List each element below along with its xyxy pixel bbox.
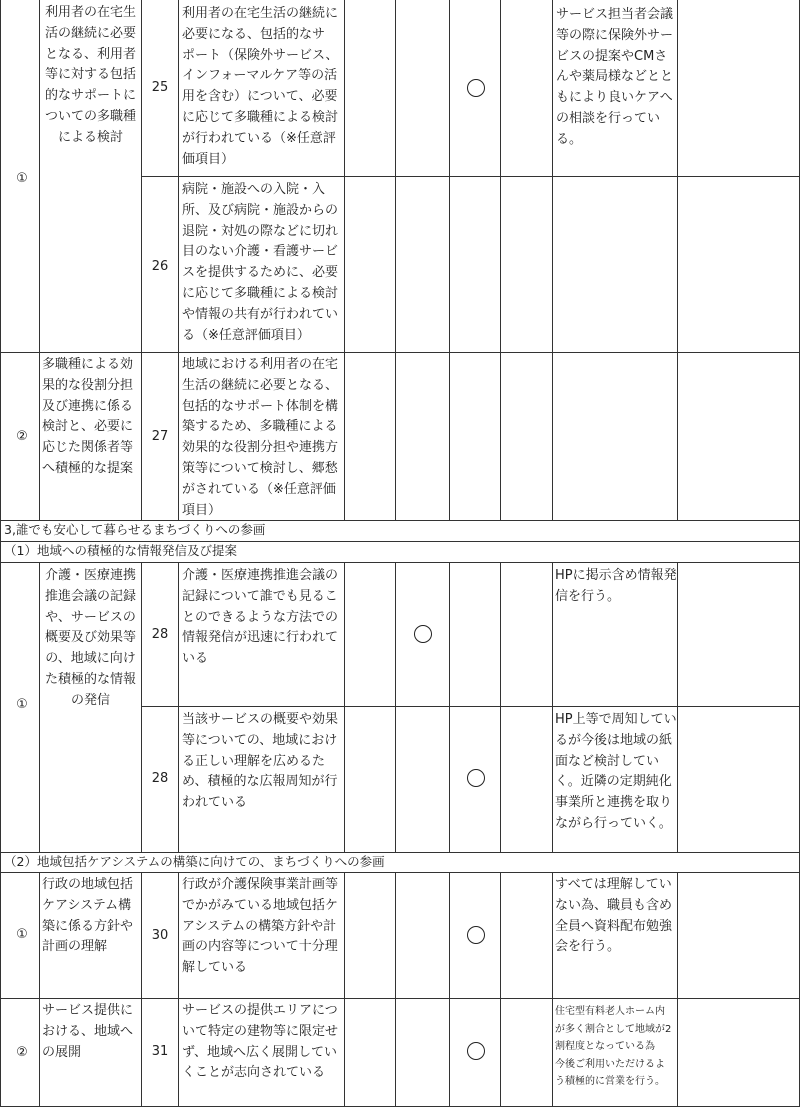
item-content: サービスの提供エリアにつ いて特定の建物等に限定せ ず、地域へ広く展開してい くことが志向されている (182, 1003, 339, 1081)
item-number: 31 (151, 1044, 169, 1059)
group-marker: ① (16, 697, 28, 712)
evaluation-mark-circle (414, 625, 432, 643)
subsection-title: （1）地域への積極的な情報発信及び提案 (4, 543, 237, 558)
item-content: 行政が介護保険事業計画等 でかがみている地域包括ケ アシステムの構築方針や計 画の内容等について十分理 解している (182, 877, 339, 976)
item-number: 28 (151, 771, 169, 786)
group-marker: ② (16, 1045, 28, 1060)
item-content: 病院・施設への入院・入 所、及び病院・施設からの 退院・対処の際などに切れ 目のない介護・看護サービ スを提供するために、必要 に応じて多職種による検討 や情報の共有が行われてい る（※任意評価項目） (182, 182, 339, 343)
item-label: 行政の地域包括 ケアシステム構 築に係る方針や 計画の理解 (42, 877, 134, 955)
comment: HPに掲示含め情報発 信を行う。 (555, 568, 677, 604)
item-label: 介護・医療連携 推進会議の記録 や、サービスの 概要及び効果等 の、地域に向け た積極的な情報 の発信 (44, 568, 136, 708)
evaluation-mark-circle (467, 1042, 485, 1060)
evaluation-mark-circle (467, 769, 485, 787)
item-label: 利用者の在宅生 活の継続に必要 となる、利用者 等に対する包括 的なサポートに ついての多職種 による検討 (44, 5, 136, 145)
group-marker: ① (16, 171, 28, 186)
item-number: 28 (151, 627, 169, 642)
group-marker: ② (16, 429, 28, 444)
item-number: 25 (151, 80, 169, 95)
section-title: 3,誰でも安心して暮らせるまちづくりへの参画 (4, 522, 266, 537)
item-content: 利用者の在宅生活の継続に 必要になる、包括的なサ ポート（保険外サービス、 インフォーマルケア等の活 用を含む）について、必要 に応じて多職種による検討 が行われている（※任意評 価項目） (182, 6, 339, 167)
subsection-title: （2）地域包括ケアシステムの構築に向けての、まちづくりへの参画 (4, 854, 385, 869)
comment: 住宅型有料老人ホーム内 が多く割合として地域が2 割程度となっている為 今後ご利用いただけるよ う積極的に営業を行う。 (555, 1006, 672, 1087)
group-marker: ① (16, 927, 28, 942)
item-label: サービス提供に おける、地域へ の展開 (42, 1003, 134, 1060)
item-content: 当該サービスの概要や効果 等についての、地域におけ る正しい理解を広めるた め、積極的な広報周知が行 われている (182, 712, 339, 811)
item-number: 30 (151, 928, 169, 943)
item-content: 介護・医療連携推進会議の 記録について誰でも見るこ とのできるような方法での 情報発信が迅速に行われて いる (182, 568, 339, 667)
item-label: 多職種による効 果的な役割分担 及び連携に係る 検討と、必要に 応じた関係者等 へ積極的な提案 (42, 357, 134, 476)
comment: すべては理解してい ない為、職員も含め 全員へ資料配布勉強 会を行う。 (555, 877, 673, 955)
evaluation-mark-circle (467, 79, 485, 97)
item-number: 26 (151, 259, 169, 274)
item-content: 地域における利用者の在宅 生活の継続に必要となる、 包括的なサポート体制を構 築するため、多職種による 効果的な役割分担や連携方 策等について検討し、郷愁 がされている（※任意評価 項目） (182, 357, 339, 518)
item-number: 27 (151, 429, 169, 444)
comment: サービス担当者会議 等の際に保険外サー ビスの提案やCMさ んや薬局様などとと もにより良いケアへ の相談を行ってい る。 (556, 7, 674, 147)
comment: HP上等で周知してい るが今後は地域の紙 面など検討してい く。近隣の定期純化 事業所と連携を取り ながら行っていく。 (555, 712, 677, 831)
evaluation-mark-circle (467, 926, 485, 944)
